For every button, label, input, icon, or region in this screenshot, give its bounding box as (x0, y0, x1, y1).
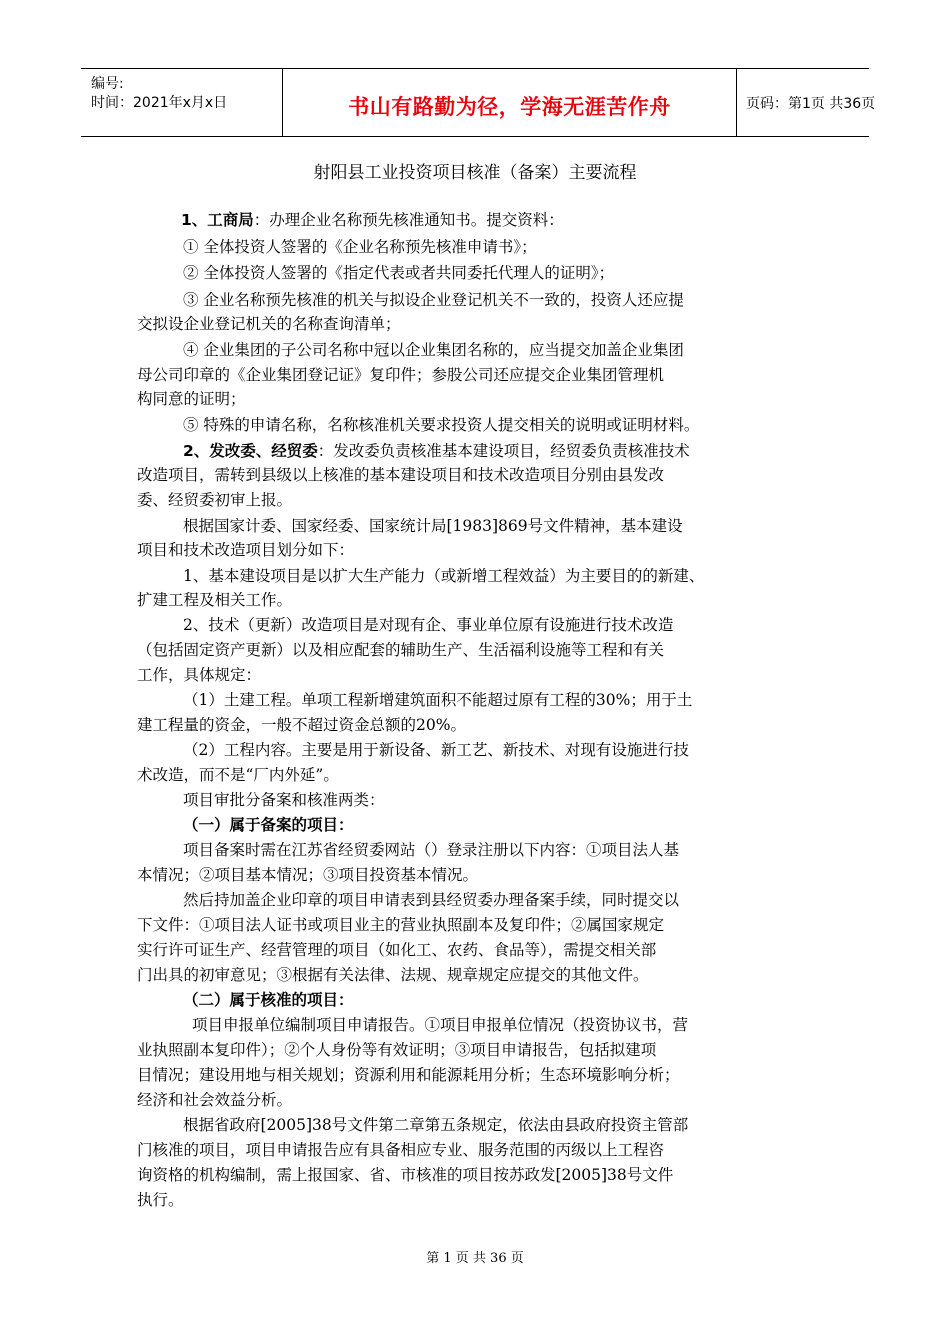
paragraph-line: 实行许可证生产、经营管理的项目（如化工、农药、食品等），需提交相关部 (137, 941, 657, 959)
paragraph-line: 扩建工程及相关工作。 (137, 591, 293, 609)
paragraph-line: 询资格的机构编制，需上报国家、省、市核准的项目按苏政发[2005]38号文件 (137, 1166, 674, 1184)
paragraph-line: 母公司印章的《企业集团登记证》复印件；参股公司还应提交企业集团管理机 (137, 366, 665, 384)
paragraph-line: 本情况；②项目基本情况；③项目投资基本情况。 (137, 866, 479, 884)
paragraph-line: 工作，具体规定： (137, 666, 262, 684)
header-page-cell (737, 69, 876, 136)
paragraph-line: 下文件：①项目法人证书或项目业主的营业执照副本及复印件；②属国家规定 (137, 916, 665, 934)
paragraph-line: 术改造，而不是“厂内外延”。 (137, 766, 339, 784)
paragraph-line: 构同意的证明； (137, 390, 246, 408)
paragraph-line: 根据国家计委、国家经委、国家统计局[1983]869号文件精神，基本建设 (183, 517, 683, 535)
paragraph-line: （1）土建工程。单项工程新增建筑面积不能超过原有工程的30%；用于土 (183, 691, 693, 709)
paragraph-line: 2、技术（更新）改造项目是对现有企、事业单位原有设施进行技术改造 (183, 616, 674, 634)
paragraph-line: 然后持加盖企业印章的项目申请表到县经贸委办理备案手续，同时提交以 (183, 891, 680, 909)
paragraph-line: ① 全体投资人签署的《企业名称预先核准申请书》； (183, 238, 537, 256)
paragraph-line: ④ 企业集团的子公司名称中冠以企业集团名称的，应当提交加盖企业集团 (183, 341, 684, 359)
header-table (81, 68, 876, 137)
motto-text: 书山有路勤为径，学海无涯苦作舟 (348, 95, 671, 119)
paragraph-line: 项目审批分备案和核准两类： (183, 791, 385, 809)
paragraph-line: （2）工程内容。主要是用于新设备、新工艺、新技术、对现有设施进行技 (183, 741, 689, 759)
header-info-cell (81, 69, 283, 136)
paragraph-line: 1、基本建设项目是以扩大生产能力（或新增工程效益）为主要目的的新建、 (183, 567, 705, 585)
paragraph-line: 项目备案时需在江苏省经贸委网站（）登录注册以下内容：①项目法人基 (183, 841, 680, 859)
paragraph-line: 经济和社会效益分析。 (137, 1091, 293, 1109)
paragraph-line: ⑤ 特殊的申请名称，名称核准机关要求投资人提交相关的说明或证明材料。 (183, 416, 700, 434)
paragraph-line: 目情况；建设用地与相关规划；资源利用和能源耗用分析；生态环境影响分析； (137, 1066, 680, 1084)
paragraph-line: 门核准的项目，项目申请报告应有具备相应专业、服务范围的丙级以上工程咨 (137, 1141, 665, 1159)
paragraph-line: 根据省政府[2005]38号文件第二章第五条规定，依法由县政府投资主管部 (183, 1116, 689, 1134)
paragraph-line: ③ 企业名称预先核准的机关与拟设企业登记机关不一致的，投资人还应提 (183, 291, 684, 309)
number-label: 编号: (91, 76, 124, 92)
page-footer: 第 1 页 共 36 页 (426, 1251, 524, 1266)
paragraph-line: 改造项目，需转到县级以上核准的基本建设项目和技术改造项目分别由县发改 (137, 466, 665, 484)
section-heading: （一）属于备案的项目： (183, 816, 354, 834)
paragraph-line: 1、工商局：办理企业名称预先核准通知书。提交资料： (181, 211, 564, 229)
date-label: 时间：2021年x月x日 (91, 95, 228, 111)
paragraph-line: 项目和技术改造项目划分如下： (137, 541, 355, 559)
section-heading: 2、发改委、经贸委 (183, 442, 318, 460)
section-heading: （二）属于核准的项目： (183, 991, 354, 1009)
paragraph-line: ② 全体投资人签署的《指定代表或者共同委托代理人的证明》； (183, 264, 615, 282)
section-heading: 1、工商局 (181, 211, 254, 229)
paragraph-line: 执行。 (137, 1191, 184, 1209)
paragraph-line: 交拟设企业登记机关的名称查询清单； (137, 315, 401, 333)
paragraph-line: 建工程量的资金，一般不超过资金总额的20%。 (137, 716, 466, 734)
header-motto-cell (283, 69, 737, 136)
paragraph-line: （包括固定资产更新）以及相应配套的辅助生产、生活福利设施等工程和有关 (137, 641, 665, 659)
page-label: 页码：第1页 共36页 (746, 96, 876, 112)
paragraph-line: 项目申报单位编制项目申请报告。①项目申报单位情况（投资协议书，营 (192, 1016, 689, 1034)
paragraph-line: 门出具的初审意见；③根据有关法律、法规、规章规定应提交的其他文件。 (137, 966, 649, 984)
paragraph-line: 业执照副本复印件）；②个人身份等有效证明；③项目申请报告，包括拟建项 (137, 1041, 657, 1059)
paragraph-line: 2、发改委、经贸委：发改委负责核准基本建设项目，经贸委负责核准技术 (183, 442, 690, 460)
paragraph-line: 委、经贸委初审上报。 (137, 491, 293, 509)
page-title: 射阳县工业投资项目核准（备案）主要流程 (313, 163, 637, 183)
